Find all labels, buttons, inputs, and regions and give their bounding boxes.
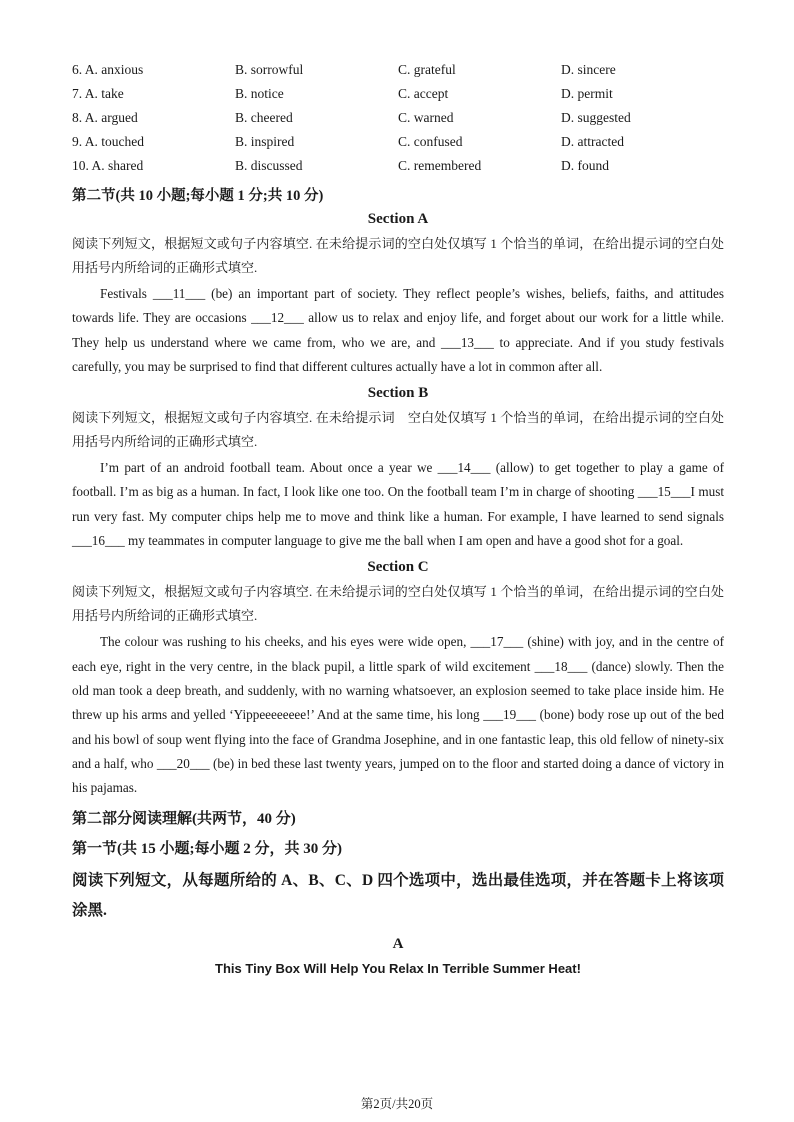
option-b: B. cheered	[235, 110, 293, 125]
option-d: D. permit	[561, 86, 613, 101]
option-row	[72, 154, 724, 178]
passage-text: (dance) slowly. Then the old man took a deep breath, and suddenly, with no warning whatsoever, an explosion seemed to take place inside him. He threw up his arms and yelled ‘Yippeeeeeeee!’ And at the same time, his long	[72, 658, 724, 723]
option-d: D. suggested	[561, 110, 631, 125]
part2-heading: 第二部分阅读理解(共两节，40 分)	[72, 811, 296, 828]
option-b: B. notice	[235, 86, 284, 101]
passage-title: This Tiny Box Will Help You Relax In Terrible Summer Heat!	[215, 961, 581, 977]
page-footer: 第2页/共20页	[360, 1097, 434, 1111]
passage-text: (shine) with joy, and in the centre of each eye, right in the very centre, in the black pupil, a little spark of wild excitement	[72, 634, 724, 674]
blank-16: ___16___	[72, 533, 125, 549]
option-d: D. attracted	[561, 134, 624, 149]
option-c: C. accept	[398, 86, 449, 101]
blank-14: ___14___	[437, 460, 491, 476]
option-a: 6. A. anxious	[72, 62, 144, 77]
passage-text: (bone) body rose up out of the bed and his bowl of soup went flying into the face of Grandma Josephine, and in one fantastic leap, this old fellow of ninety-six and a half, who	[72, 707, 724, 771]
passage-text: (allow) to get together to play a game of football. I’m as big as a human. In fact, I look like one too. On the football team I’m in charge of shooting	[72, 460, 724, 500]
passage-text: I must run very fast. My computer chips help me to move and think like a human. For example, I have learned to send signals	[72, 484, 724, 524]
option-a: 7. A. take	[72, 86, 124, 101]
passage-text: (be) an important part of society. They reflect people’s wishes, beliefs, faiths, and attitudes towards life. They are occasions	[72, 286, 725, 326]
section-b-title: Section B	[367, 385, 429, 402]
option-b: B. discussed	[235, 158, 303, 173]
section-a-passage	[72, 282, 724, 379]
blank-20: ___20___	[156, 755, 210, 771]
section-b-passage	[72, 456, 724, 553]
passage-letter: A	[392, 936, 404, 953]
page-content	[72, 58, 724, 976]
part2-instruction: 阅读下列短文，从每题所给的 A、B、C、D 四个选项中，选出最佳选项，并在答题卡上将该项涂黑.	[72, 872, 724, 920]
passage-text: Festivals	[100, 286, 153, 301]
option-row	[72, 82, 724, 106]
options-table	[72, 58, 724, 178]
blank-18: ___18___	[534, 658, 588, 674]
section-a-title: Section A	[367, 211, 429, 227]
option-row	[72, 106, 724, 130]
option-row	[72, 58, 724, 82]
passage-text: (be) in bed these last twenty years, jumped on to the floor and started doing a dance of victory in his pajamas.	[72, 755, 724, 796]
option-c: C. warned	[398, 110, 454, 125]
passage-text: to appreciate. And if you study festivals carefully, you may be surprised to find that different cultures actually have a lot in common after all.	[72, 334, 724, 374]
option-row	[72, 130, 724, 154]
passage-text: allow us to relax and enjoy life, and forget about our work for a little while. They help us understand where we came from, who we are, and	[72, 310, 724, 350]
blank-13: ___13___	[441, 334, 494, 350]
option-a: 8. A. argued	[72, 110, 138, 125]
section-c-title: Section C	[367, 559, 429, 576]
section-c-passage	[72, 630, 724, 800]
blank-17: ___17___	[470, 634, 524, 650]
passage-text: I’m part of an android football team. About once a year we	[100, 460, 438, 476]
passage-text: The colour was rushing to his cheeks, and his eyes were wide open,	[100, 634, 471, 650]
blank-15: ___15___	[637, 484, 691, 500]
blank-12: ___12___	[251, 310, 304, 326]
section-a-instruction: 阅读下列短文，根据短文或句子内容填空. 在未给提示词的空白处仅填写 1 个恰当的单词，在给出提示词的空白处用括号内所给词的正确形式填空.	[72, 236, 724, 275]
passage-text: my teammates in computer language to give me the ball when I am open and have a good shot for a goal.	[124, 533, 684, 549]
blank-19: ___19___	[483, 707, 537, 723]
option-c: C. remembered	[398, 158, 482, 173]
section-c-instruction: 阅读下列短文，根据短文或句子内容填空. 在未给提示词的空白处仅填写 1 个恰当的单词，在给出提示词的空白处用括号内所给词的正确形式填空.	[72, 584, 724, 624]
option-d: D. found	[561, 158, 609, 173]
blank-11: ___11___	[152, 286, 206, 301]
option-c: C. grateful	[398, 62, 456, 77]
section2-heading: 第二节(共 10 小题;每小题 1 分;共 10 分)	[72, 188, 324, 204]
part2-section1-heading: 第一节(共 15 小题;每小题 2 分，共 30 分)	[72, 841, 342, 858]
section-b-instruction: 阅读下列短文，根据短文或句子内容填空. 在未给提示词 空白处仅填写 1 个恰当的单词，在给出提示词的空白处用括号内所给词的正确形式填空.	[72, 410, 724, 450]
option-c: C. confused	[398, 134, 463, 149]
option-d: D. sincere	[561, 62, 616, 77]
option-a: 9. A. touched	[72, 134, 144, 149]
option-a: 10. A. shared	[72, 158, 144, 173]
option-b: B. sorrowful	[235, 62, 304, 77]
option-b: B. inspired	[235, 134, 295, 149]
